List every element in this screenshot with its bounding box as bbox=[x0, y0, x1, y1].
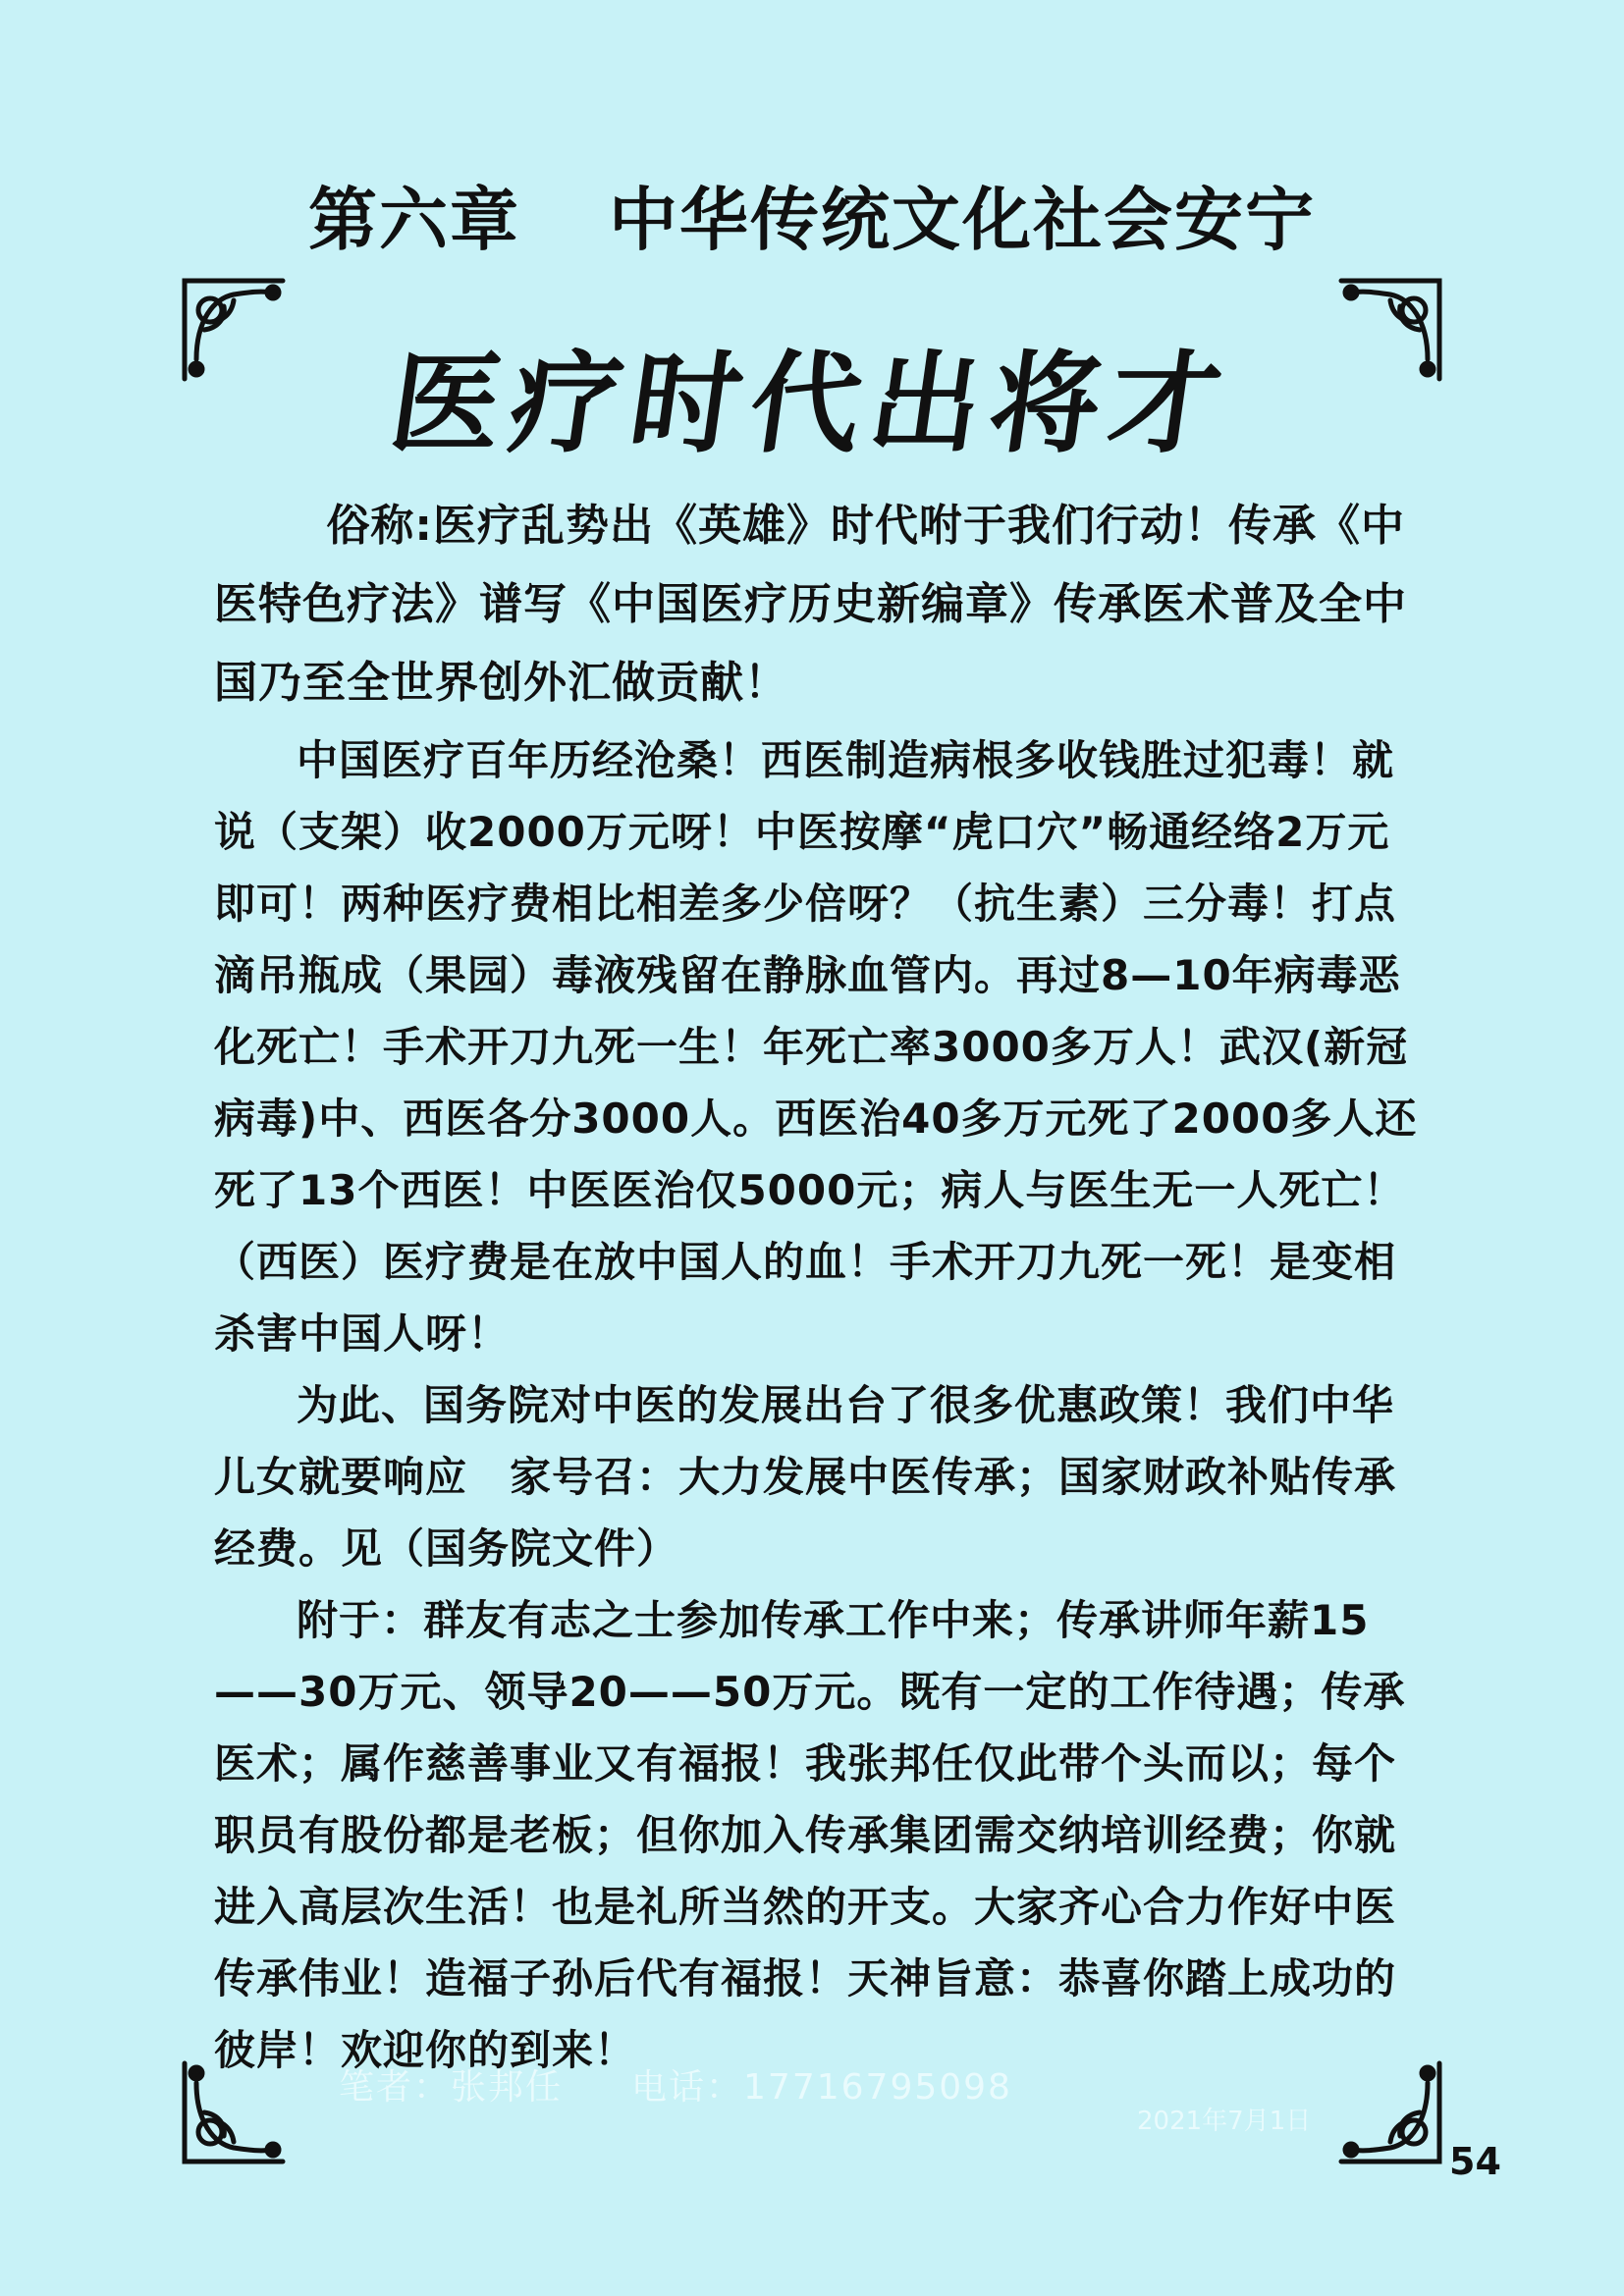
paragraph: 附于：群友有志之士参加传承工作中来；传承讲师年薪15——30万元、领导20——50万元。既有一定的工作待遇；传承医术；属作慈善事业又有福报！我张邦任仅此带个头而以；每个职员有股份都是老板；但你加入传承集团需交纳培训经费；你就进入高层次生活！也是礼所当然的开支。大家齐心合力作好中医传承伟业！造福子孙后代有福报！天神旨意：恭喜你踏上成功的彼岸！欢迎你的到来！ bbox=[214, 1596, 1406, 2074]
chapter-number: 第六章 bbox=[308, 179, 520, 260]
chapter-name: 中华传统文化社会安宁 bbox=[609, 179, 1316, 260]
paragraph: 中国医疗百年历经沧桑！西医制造病根多收钱胜过犯毒！就说（支架）收2000万元呀！中医按摩“虎口穴”畅通经络2万元即可！两种医疗费相比相差多少倍呀？（抗生素）三分毒！打点滴吊瓶成（果园）毒液残留在静脉血管内。再过8—10年病毒恶化死亡！手术开刀九死一生！年死亡率3000多万人！武汉(新冠病毒)中、西医各分3000人。西医治40多万元死了2000多人还死了13个西医！中医医治仅5000元；病人与医生无一人死亡！（西医）医疗费是在放中国人的血！手术开刀九死一死！是变相杀害中国人呀！ bbox=[214, 736, 1418, 1358]
article-body bbox=[214, 487, 1420, 2086]
date: 2021年7月1日 bbox=[1137, 2107, 1312, 2136]
headline: 医疗时代出将才 bbox=[382, 340, 1239, 468]
paragraph: 俗称:医疗乱势出《英雄》时代咐于我们行动！传承《中医特色疗法》谱写《中国医疗历史新编章》传承医术普及全中国乃至全世界创外汇做贡献！ bbox=[214, 501, 1407, 708]
paragraph: 为此、国务院对中医的发展出台了很多优惠政策！我们中华儿女就要响应 家号召：大力发展中医传承；国家财政补贴传承经费。见（国务院文件） bbox=[214, 1381, 1397, 1573]
corner-ornament-icon bbox=[1331, 2054, 1449, 2171]
chapter-title bbox=[0, 165, 1624, 264]
author: 笔者：张邦任 bbox=[339, 2067, 564, 2108]
phone: 电话：17716795098 bbox=[631, 2067, 1012, 2108]
page-number: 54 bbox=[1449, 2140, 1501, 2183]
corner-ornament-icon bbox=[175, 2054, 293, 2171]
author-line bbox=[339, 2059, 1012, 2109]
